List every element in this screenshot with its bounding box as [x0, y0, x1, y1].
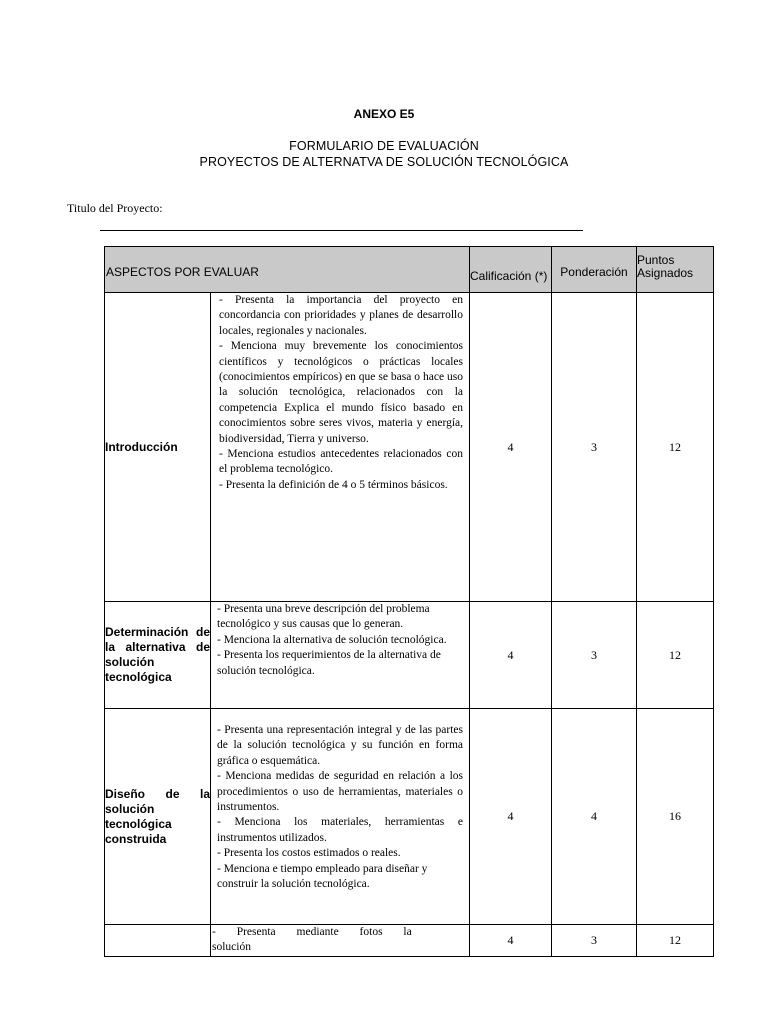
form-subtitle: PROYECTOS DE ALTERNATVA DE SOLUCIÓN TECNOLÓGICA [199, 155, 569, 169]
project-title-label: Titulo del Proyecto: [67, 201, 163, 215]
list-item: - Presenta los requerimientos de la alternativa de solución tecnológica. [217, 649, 441, 677]
description-cell [211, 602, 470, 709]
list-item: - Presenta la definición de 4 o 5 términos básicos. [219, 478, 448, 491]
calificacion-cell: 4 [470, 293, 552, 602]
header-puntos: Puntos Asignados [637, 247, 714, 293]
description-cell [211, 709, 470, 925]
list-item: - Presenta los costos estimados o reales. [217, 847, 401, 860]
header-calificacion: Calificación (*) [470, 247, 552, 293]
calificacion-cell: 4 [470, 925, 552, 957]
aspect-cell: Introducción [105, 293, 211, 602]
calificacion-cell: 4 [470, 602, 552, 709]
list-item: - Menciona medidas de seguridad en relación a los procedimientos o uso de herramientas, materiales o instrumentos. [217, 770, 463, 814]
list-item: - Presenta mediante fotos la solución [212, 926, 412, 954]
table-header-row [105, 247, 714, 293]
puntos-cell: 12 [637, 602, 714, 709]
header-aspects: ASPECTOS POR EVALUAR [105, 247, 470, 293]
list-item: - Menciona muy brevemente los conocimientos científicos y tecnológicos o prácticas locales (conocimientos empíricos) en que se basa o hace uso la solución tecnológica, relacionados con la competencia Explica el mundo físico basado en conocimientos sobre seres vivos, materia y energía, biodiversidad, Tierra y universo. [219, 340, 463, 445]
project-title-line [100, 230, 583, 231]
aspect-cell: Diseño de la solución tecnológica construida [105, 709, 211, 925]
table-row [105, 602, 714, 709]
ponderacion-cell: 3 [552, 602, 637, 709]
aspect-cell: Determinación de la alternativa de solución tecnológica [105, 602, 211, 709]
puntos-cell: 12 [637, 293, 714, 602]
list-item: - Menciona los materiales, herramientas e instrumentos utilizados. [217, 816, 463, 844]
table-row [105, 925, 714, 957]
calificacion-cell: 4 [470, 709, 552, 925]
puntos-cell: 16 [637, 709, 714, 925]
form-title: FORMULARIO DE EVALUACIÓN [289, 139, 479, 153]
ponderacion-cell: 4 [552, 709, 637, 925]
annex-title: ANEXO E5 [353, 107, 415, 121]
form-heading [0, 138, 768, 170]
list-item: - Presenta una representación integral y de las partes de la solución tecnológica y su función en forma gráfica o esquemática. [217, 724, 463, 767]
aspect-cell [105, 925, 211, 957]
ponderacion-cell: 3 [552, 293, 637, 602]
puntos-cell: 12 [637, 925, 714, 957]
list-item: - Menciona e tiempo empleado para diseñar y construir la solución tecnológica. [217, 862, 428, 891]
ponderacion-cell: 3 [552, 925, 637, 957]
list-item: - Menciona la alternativa de solución tecnológica. [217, 633, 447, 646]
table-row [105, 709, 714, 925]
list-item: - Presenta una breve descripción del problema tecnológico y sus causas que lo generan. [217, 603, 430, 631]
description-cell [211, 293, 470, 602]
evaluation-table [104, 246, 714, 957]
description-cell [211, 925, 470, 957]
list-item: - Presenta la importancia del proyecto en concordancia con prioridades y planes de desarrollo locales, regionales y nacionales. [219, 294, 463, 337]
header-ponderacion: Ponderación [552, 247, 637, 293]
list-item: - Menciona estudios antecedentes relacionados con el problema tecnológico. [219, 448, 463, 476]
table-row [105, 293, 714, 602]
